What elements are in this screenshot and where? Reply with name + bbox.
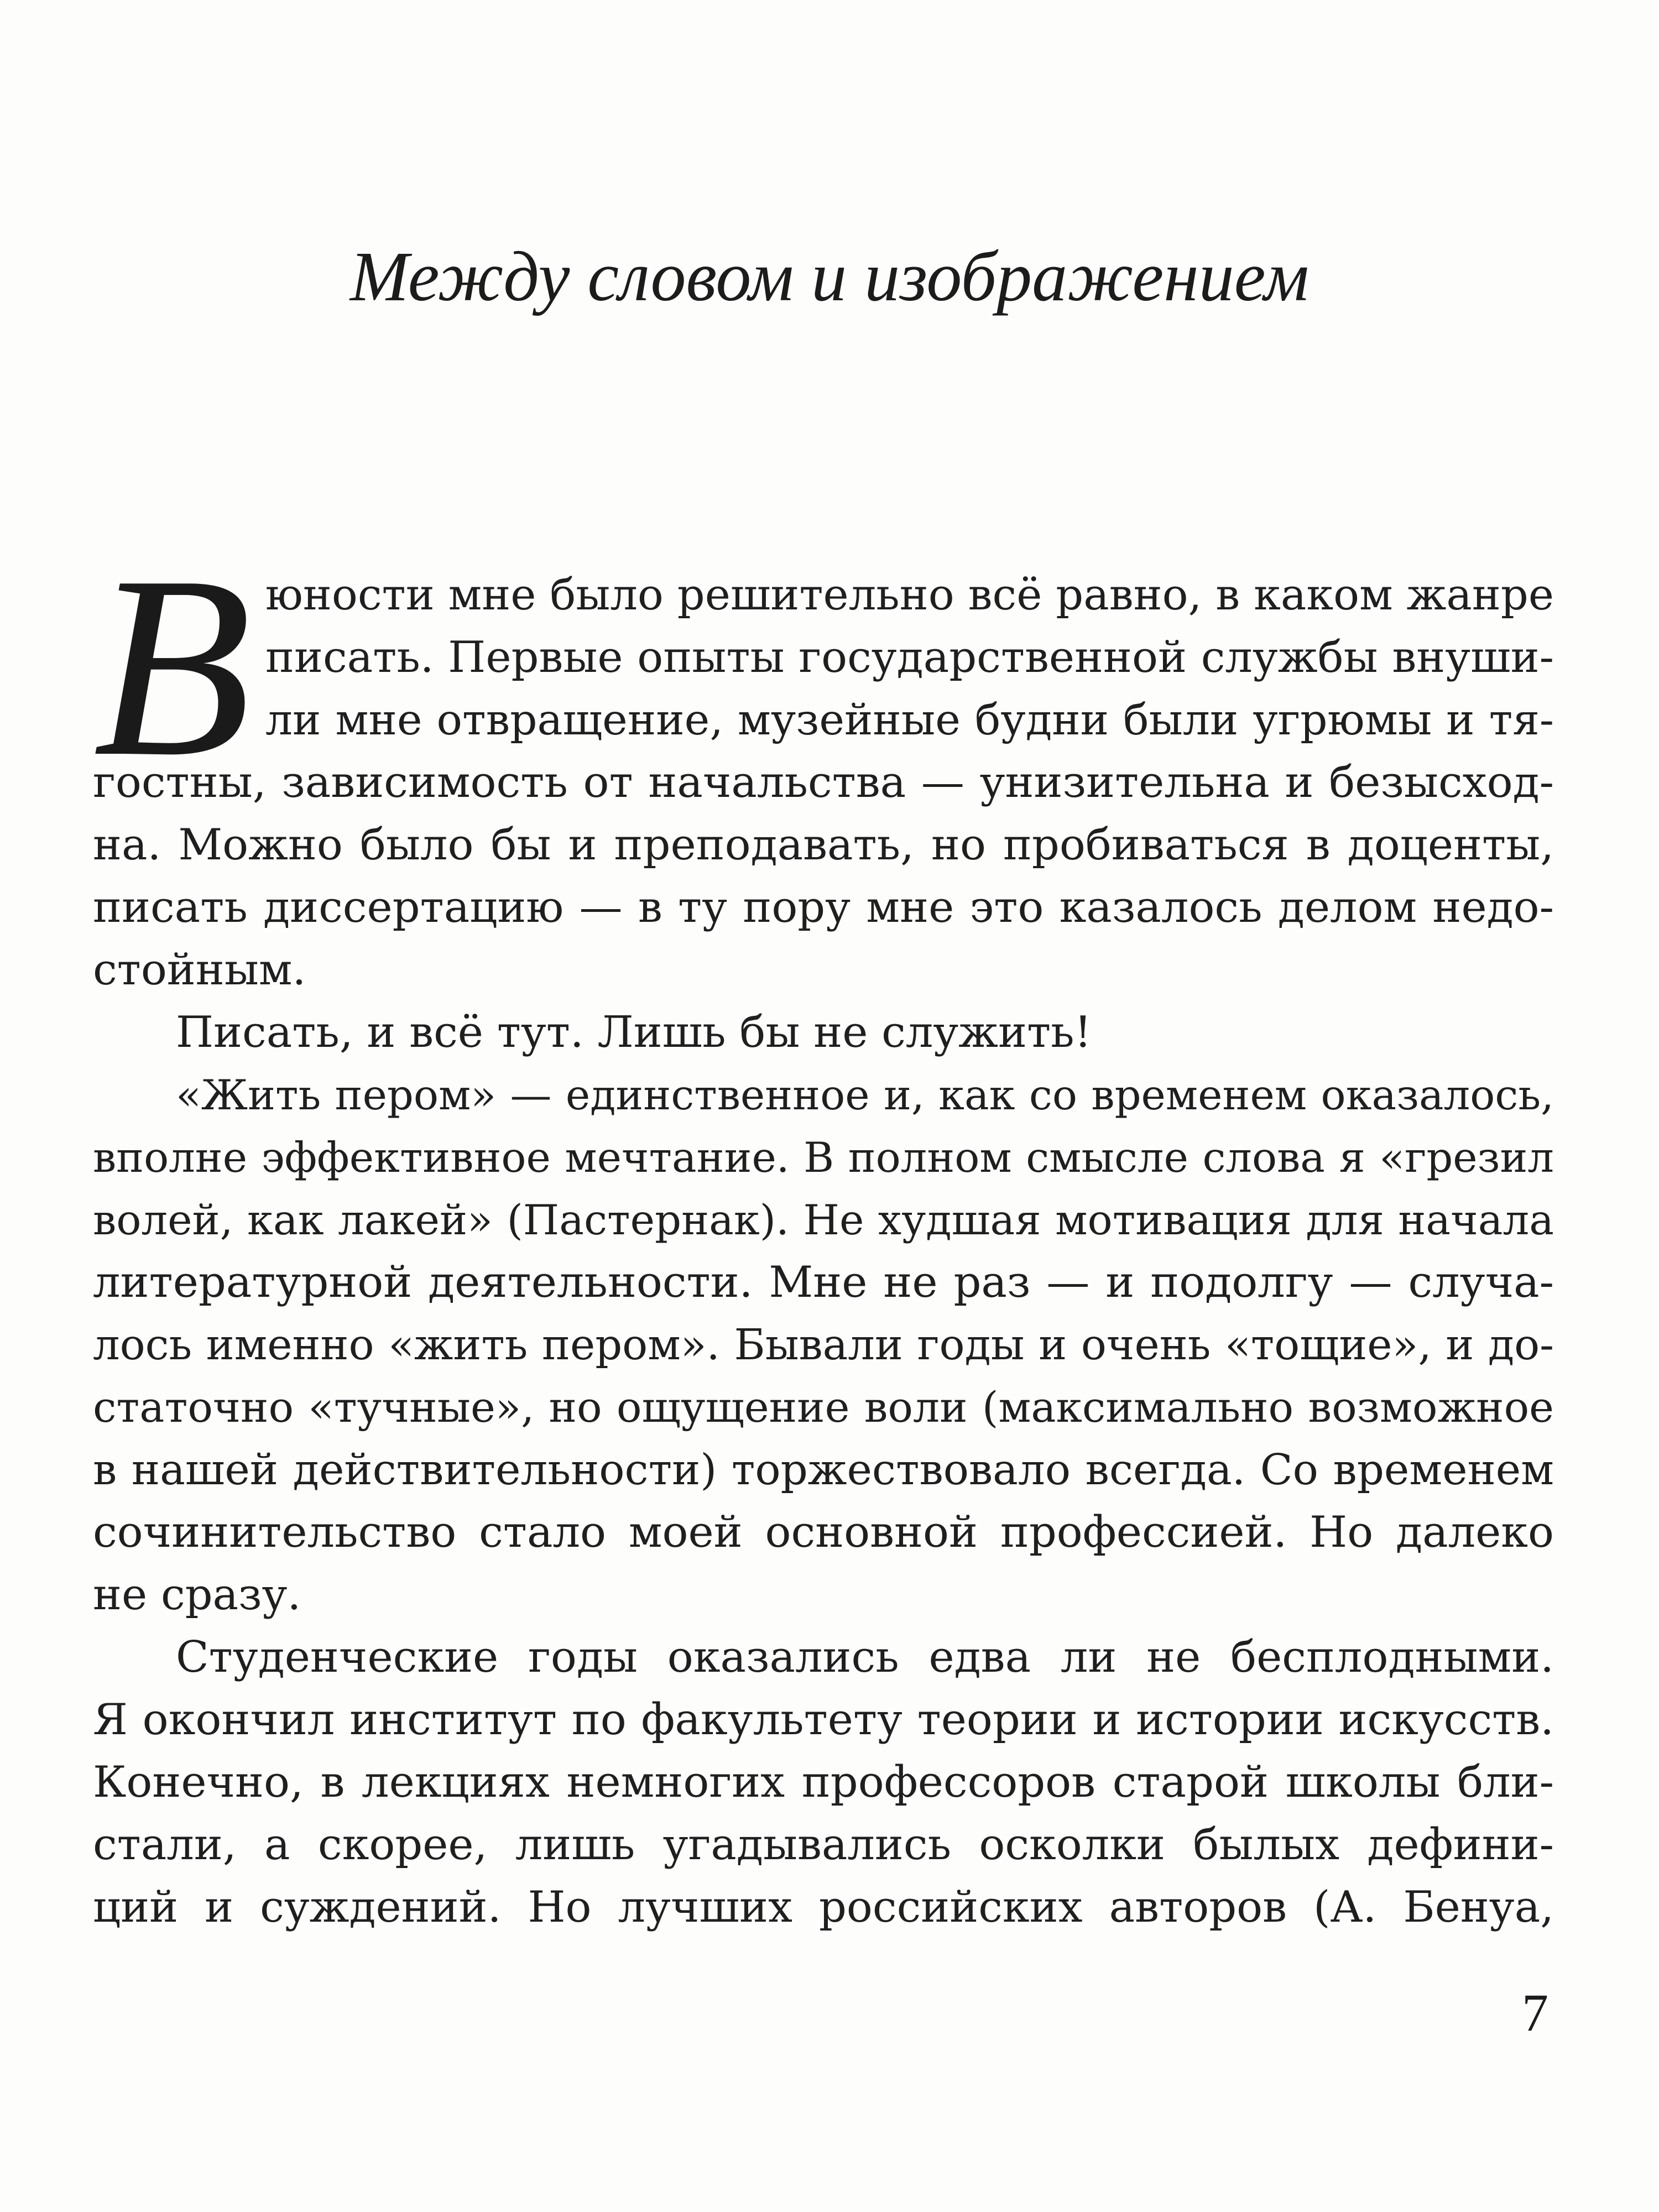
text-line: вполне эффективное мечтание. В полном смысле слова я «грезил [93, 1133, 1554, 1182]
text-line: Писать, и всё тут. Лишь бы не служить! [176, 1008, 1092, 1057]
drop-cap: В [93, 522, 252, 810]
text-line: Я окончил институт по факультету теории и истории искусств. [93, 1695, 1554, 1745]
text-line: гостны, зависимость от начальства — унизительна и безысход- [93, 758, 1554, 807]
text-line: статочно «тучные», но ощущение воли (максимально возможное [93, 1383, 1554, 1432]
text-line: лось именно «жить пером». Бывали годы и очень «тощие», и до- [93, 1321, 1554, 1370]
body-text [93, 564, 1554, 1939]
text-line: не сразу. [93, 1570, 301, 1620]
text-line: на. Можно было бы и преподавать, но пробиваться в доценты, [93, 820, 1554, 870]
text-line: стойным. [93, 945, 306, 995]
text-line: сочинительство стало моей основной профессией. Но далеко [93, 1507, 1554, 1557]
text-line: в нашей действительности) торжествовало всегда. Со временем [93, 1446, 1554, 1495]
text-line: «Жить пером» — единственное и, как со временем оказалось, [176, 1071, 1554, 1119]
text-line: юности мне было решительно всё равно, в каком жанре [265, 570, 1554, 620]
text-line: писать диссертацию — в ту пору мне это казалось делом недо- [93, 883, 1554, 932]
text-line: волей, как лакей» (Пастернак). Не худшая мотивация для начала [93, 1196, 1554, 1244]
text-line: ли мне отвращение, музейные будни были угрюмы и тя- [265, 695, 1554, 745]
text-line: ций и суждений. Но лучших российских авторов (А. Бенуа, [93, 1882, 1554, 1932]
text-line: стали, а скорее, лишь угадывались осколки былых дефини- [93, 1820, 1554, 1870]
page-number: 7 [1522, 1983, 1548, 2042]
chapter-title: Между словом и изображением [349, 237, 1310, 316]
text-line: писать. Первые опыты государственной службы внуши- [265, 633, 1554, 682]
text-line: Студенческие годы оказались едва ли не бесплодными. [176, 1632, 1554, 1682]
text-line: литературной деятельности. Мне не раз — и подолгу — случа- [93, 1258, 1554, 1307]
text-line: Конечно, в лекциях немногих профессоров старой школы бли- [93, 1757, 1554, 1807]
